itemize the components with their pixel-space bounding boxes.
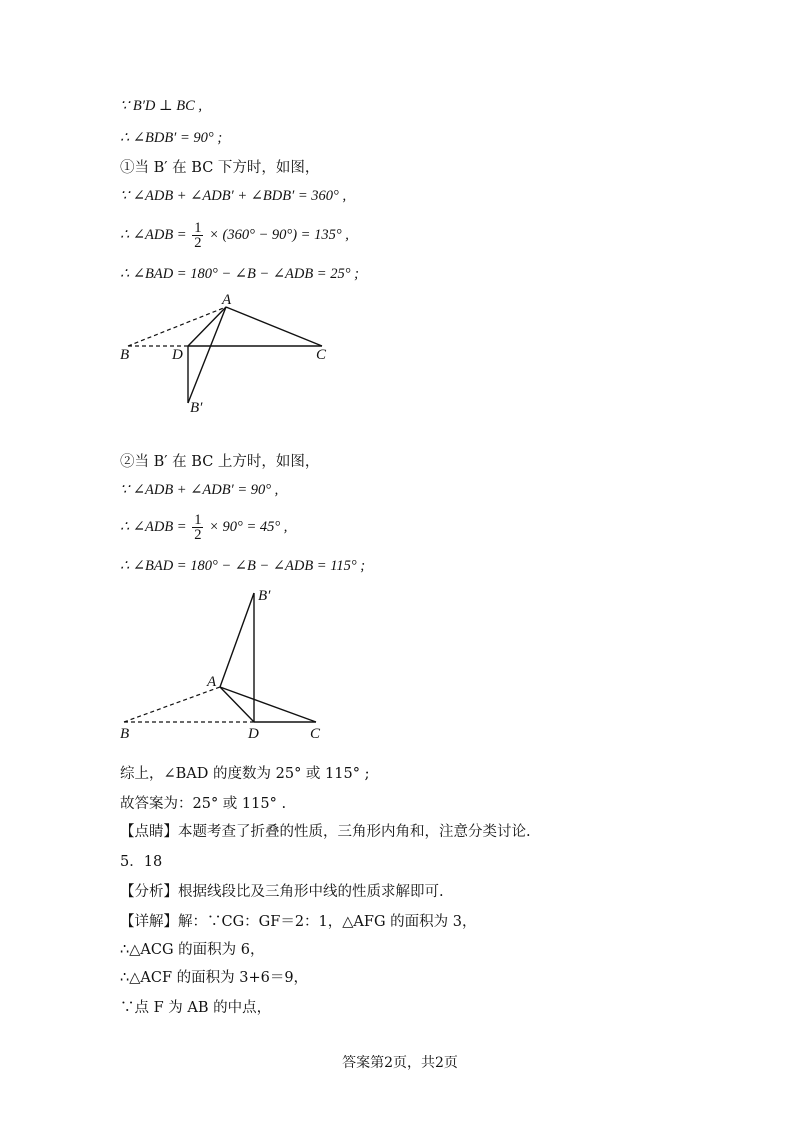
label-B-prime: B′ [258,588,271,604]
proof-line-3: ①当 B′ 在 BC 下方时，如图， [120,160,320,176]
proof-line-16: ∴△ACF 的面积为 3+6＝9， [120,970,309,986]
segment-ABp [220,593,254,687]
fraction-suffix: × (360° − 90°) = 135° , [209,227,349,243]
proof-line-1: ∵ B′D ⊥ BC , [120,98,203,114]
proof-line-17: ∵点 F 为 AB 的中点， [120,1000,272,1016]
fraction-prefix: ∴ ∠ADB = [120,227,187,243]
label-C: C [316,347,327,363]
fraction-denominator: 2 [194,527,202,544]
fraction-numerator: 1 [194,220,202,237]
label-D: D [248,726,259,742]
proof-line-7: ∵ ∠ADB + ∠ADB′ = 90° , [120,482,279,498]
fraction-denominator: 2 [194,235,202,252]
segment-BA-dashed [124,687,220,722]
proof-line-5: ∴ ∠BAD = 180° − ∠B − ∠ADB = 25° ; [120,266,359,282]
segment-AC [220,687,316,722]
fraction-prefix: ∴ ∠ADB = [120,519,187,535]
label-D: D [172,347,183,363]
proof-line-4: ∵ ∠ADB + ∠ADB′ + ∠BDB′ = 360° , [120,188,347,204]
proof-line-15: ∴△ACG 的面积为 6， [120,942,265,958]
proof-line-11: 【点睛】本题考查了折叠的性质，三角形内角和，注意分类讨论. [120,824,531,840]
fraction-numerator: 1 [194,512,202,529]
proof-line-10: 故答案为：25° 或 115° . [120,796,287,812]
fraction-suffix: × 90° = 45° , [209,519,288,535]
proof-line-14: 【详解】解：∵CG：GF＝2：1，△AFG 的面积为 3， [120,914,477,930]
proof-line-9: 综上，∠BAD 的度数为 25° 或 115° ; [120,766,370,782]
label-C: C [310,726,321,742]
label-B: B [120,347,130,363]
page-footer: 答案第2页，共2页 [342,1055,458,1071]
proof-line-8: ∴ ∠BAD = 180° − ∠B − ∠ADB = 115° ; [120,558,366,574]
label-B-prime: B′ [190,400,203,416]
proof-line-13: 【分析】根据线段比及三角形中线的性质求解即可. [120,884,444,900]
segment-AD [220,687,254,722]
label-A: A [207,674,217,690]
proof-line-2: ∴ ∠BDB′ = 90° ; [120,130,223,146]
label-A: A [222,292,232,308]
label-B: B [120,726,130,742]
proof-line-12: 5．18 [120,854,163,870]
proof-line-6: ②当 B′ 在 BC 上方时，如图， [120,454,320,470]
